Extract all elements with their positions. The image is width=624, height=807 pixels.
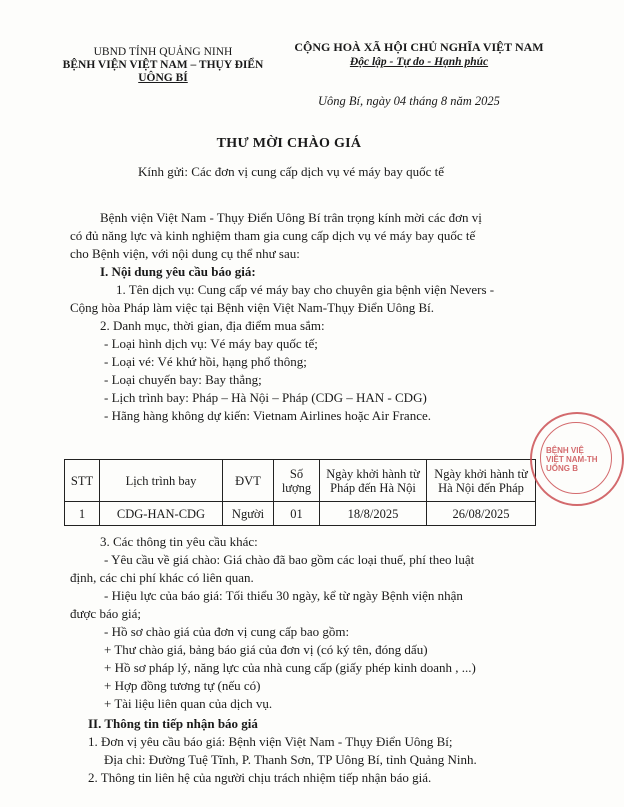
intro-line-2: có đủ năng lực và kinh nghiệm tham gia cung cấp dịch vụ vé máy bay quốc tế (70, 228, 476, 243)
org-line-2: BỆNH VIỆN VIỆT NAM – THỤY ĐIỂN (62, 59, 264, 71)
intro-line-1: Bệnh viện Việt Nam - Thụy Điển Uông Bí trân trọng kính mời các đơn vị (100, 210, 482, 225)
stamp-text-1: BỆNH VIỆ (546, 446, 584, 455)
cell-quantity: 01 (274, 502, 320, 526)
cell-stt: 1 (65, 502, 100, 526)
header-route: Lịch trình bay (100, 460, 223, 502)
bullet-ticket-type: - Loại vé: Vé khứ hồi, hạng phổ thông; (104, 354, 307, 369)
national-motto: Độc lập - Tự do - Hạnh phúc (349, 56, 489, 68)
cell-route: CDG-HAN-CDG (100, 502, 223, 526)
bullet-airline: - Hãng hàng không dự kiến: Vietnam Airlines hoặc Air France. (104, 408, 431, 423)
cell-unit: Người (223, 502, 274, 526)
document-title: THƯ MỜI CHÀO GIÁ (216, 136, 362, 151)
item-3-line-2: định, các chi phí khác có liên quan. (70, 570, 254, 585)
item-3-line-8: + Hợp đồng tương tự (nếu có) (104, 678, 261, 693)
quote-table (64, 459, 536, 526)
addressee: Kính gửi: Các đơn vị cung cấp dịch vụ vé máy bay quốc tế (138, 164, 444, 179)
section-1-item-1-line-2: Cộng hòa Pháp làm việc tại Bệnh viện Việt Nam-Thụy Điển Uông Bí. (70, 300, 434, 315)
header-unit: ĐVT (223, 460, 274, 502)
document-date: Uông Bí, ngày 04 tháng 8 năm 2025 (318, 94, 500, 108)
bullet-service-type: - Loại hình dịch vụ: Vé máy bay quốc tế; (104, 336, 318, 351)
section-2-item-1: 1. Đơn vị yêu cầu báo giá: Bệnh viện Việt Nam - Thụy Điển Uông Bí; (88, 734, 453, 749)
red-seal-stamp (530, 412, 624, 506)
header-departure-line-2: Pháp đến Hà Nội (330, 480, 416, 495)
header-departure-line-1: Ngày khởi hành từ (326, 466, 420, 481)
intro-line-3: cho Bệnh viện, với nội dung cụ thể như sau: (70, 246, 300, 261)
section-1-item-2: 2. Danh mục, thời gian, địa điểm mua sắm: (100, 318, 325, 333)
org-header (58, 46, 268, 85)
bullet-flight-type: - Loại chuyến bay: Bay thẳng; (104, 372, 262, 387)
header-quantity (274, 460, 320, 502)
section-1-item-1-line-1: 1. Tên dịch vụ: Cung cấp vé máy bay cho chuyên gia bệnh viện Nevers - (116, 282, 495, 297)
header-departure (320, 460, 427, 502)
table-header-row (65, 460, 536, 502)
item-3-line-4: được báo giá; (70, 606, 141, 621)
cell-return-date: 26/08/2025 (427, 502, 536, 526)
national-title: CỘNG HOÀ XÃ HỘI CHỦ NGHĨA VIỆT NAM (294, 40, 544, 54)
table-row (65, 502, 536, 526)
org-line-1: UBND TỈNH QUẢNG NINH (93, 46, 233, 58)
header-return (427, 460, 536, 502)
item-3-line-7: + Hồ sơ pháp lý, năng lực của nhà cung cấp (giấy phép kinh doanh , ...) (104, 660, 476, 675)
header-quantity-line-1: Số (289, 466, 304, 481)
cell-departure-date: 18/8/2025 (320, 502, 427, 526)
header-quantity-line-2: lượng (281, 480, 312, 495)
item-3-line-5: - Hồ sơ chào giá của đơn vị cung cấp bao gồm: (104, 624, 350, 639)
stamp-text-3: UÔNG B (546, 464, 578, 473)
header-return-line-2: Hà Nội đến Pháp (438, 480, 524, 495)
item-3-heading: 3. Các thông tin yêu cầu khác: (100, 534, 258, 549)
org-line-3: UÔNG BÍ (138, 72, 188, 84)
item-3-line-3: - Hiệu lực của báo giá: Tối thiểu 30 ngày, kể từ ngày Bệnh viện nhận (104, 588, 463, 603)
item-3-line-1: - Yêu cầu về giá chào: Giá chào đã bao gồm các loại thuế, phí theo luật (104, 552, 475, 567)
header-return-line-1: Ngày khởi hành từ (434, 466, 528, 481)
section-2-item-2: 2. Thông tin liên hệ của người chịu trách nhiệm tiếp nhận báo giá. (88, 770, 432, 785)
item-3-line-9: + Tài liệu liên quan của dịch vụ. (104, 696, 273, 711)
header-stt: STT (65, 460, 100, 502)
bullet-itinerary: - Lịch trình bay: Pháp – Hà Nội – Pháp (CDG – HAN - CDG) (104, 390, 427, 405)
section-2-item-1-address: Địa chỉ: Đường Tuệ Tĩnh, P. Thanh Sơn, TP Uông Bí, tỉnh Quảng Ninh. (104, 752, 477, 767)
stamp-text-2: VIỆT NAM-TH (546, 455, 598, 464)
national-header (284, 40, 554, 70)
section-2-heading: II. Thông tin tiếp nhận báo giá (88, 716, 258, 731)
item-3-line-6: + Thư chào giá, bảng báo giá của đơn vị (có ký tên, đóng dấu) (104, 642, 428, 657)
section-1-heading: I. Nội dung yêu cầu báo giá: (100, 264, 256, 279)
